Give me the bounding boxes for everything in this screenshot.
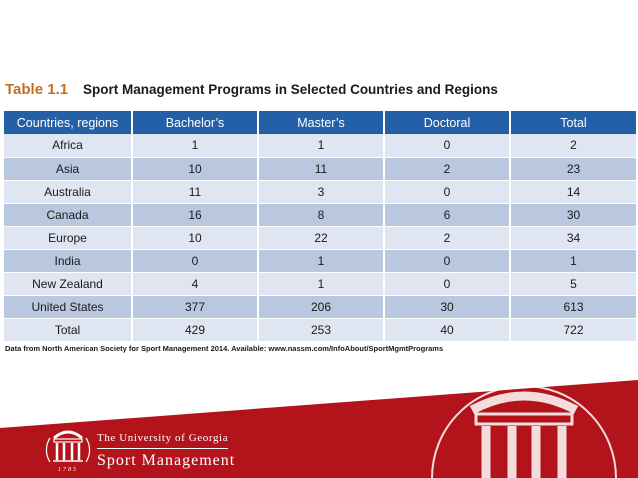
table-cell: Europe (4, 226, 132, 249)
table-heading (5, 79, 633, 99)
university-wordmark (97, 428, 297, 471)
table-number: Table 1.1 (5, 80, 69, 98)
table-cell: Australia (4, 180, 132, 203)
table-cell: Africa (4, 134, 132, 157)
table-cell: 8 (258, 203, 384, 226)
table-cell: 34 (510, 226, 636, 249)
table-title: Sport Management Programs in Selected Countries and Regions (83, 81, 498, 97)
table-cell: 0 (384, 134, 510, 157)
column-header: Countries, regions (4, 111, 132, 134)
table-row (4, 226, 636, 249)
table-cell: 3 (258, 180, 384, 203)
source-note: Data from North American Society for Sport Management 2014. Available: www.nassm.com/InfoAbout/SportMgmtPrograms (5, 344, 444, 353)
table-cell: 5 (510, 272, 636, 295)
table-cell: 16 (132, 203, 258, 226)
data-table (4, 111, 636, 342)
table-cell: 30 (384, 295, 510, 318)
table-cell: 1 (510, 249, 636, 272)
table-cell: 14 (510, 180, 636, 203)
table-row (4, 180, 636, 203)
table-cell: 206 (258, 295, 384, 318)
column-header: Total (510, 111, 636, 134)
department-name: Sport Management (97, 452, 236, 469)
table-cell: 11 (258, 157, 384, 180)
seal-year: 1785 (58, 467, 78, 473)
table-cell: 429 (132, 318, 258, 341)
table-cell: 722 (510, 318, 636, 341)
table-total-row (4, 318, 636, 341)
table-cell: 23 (510, 157, 636, 180)
table-cell: United States (4, 295, 132, 318)
table-cell: 0 (384, 272, 510, 295)
table-row (4, 134, 636, 157)
table-cell: 30 (510, 203, 636, 226)
table-cell: 6 (384, 203, 510, 226)
table-cell: 2 (384, 157, 510, 180)
table-cell: 0 (384, 180, 510, 203)
table-cell: 253 (258, 318, 384, 341)
table-cell: Asia (4, 157, 132, 180)
university-name: The University of Georgia (97, 431, 228, 449)
table-cell: 613 (510, 295, 636, 318)
table-cell: 10 (132, 226, 258, 249)
table-cell: 10 (132, 157, 258, 180)
table-cell: India (4, 249, 132, 272)
table-cell: Canada (4, 203, 132, 226)
table-cell: 2 (510, 134, 636, 157)
table-cell: 0 (384, 249, 510, 272)
table-cell: 22 (258, 226, 384, 249)
table-row (4, 249, 636, 272)
column-header: Doctoral (384, 111, 510, 134)
table-row (4, 272, 636, 295)
table-cell: 2 (384, 226, 510, 249)
table-cell: 0 (132, 249, 258, 272)
table-cell: 1 (258, 134, 384, 157)
table-cell: Total (4, 318, 132, 341)
table-cell: 40 (384, 318, 510, 341)
table-row (4, 203, 636, 226)
table-row (4, 157, 636, 180)
column-header: Bachelor’s (132, 111, 258, 134)
table-cell: 1 (258, 272, 384, 295)
table-cell: 4 (132, 272, 258, 295)
column-header: Master’s (258, 111, 384, 134)
table-cell: New Zealand (4, 272, 132, 295)
table-row (4, 295, 636, 318)
table-cell: 1 (258, 249, 384, 272)
table-cell: 377 (132, 295, 258, 318)
table-cell: 11 (132, 180, 258, 203)
table-cell: 1 (132, 134, 258, 157)
footer-banner (0, 380, 638, 478)
table-header-row (4, 111, 636, 134)
